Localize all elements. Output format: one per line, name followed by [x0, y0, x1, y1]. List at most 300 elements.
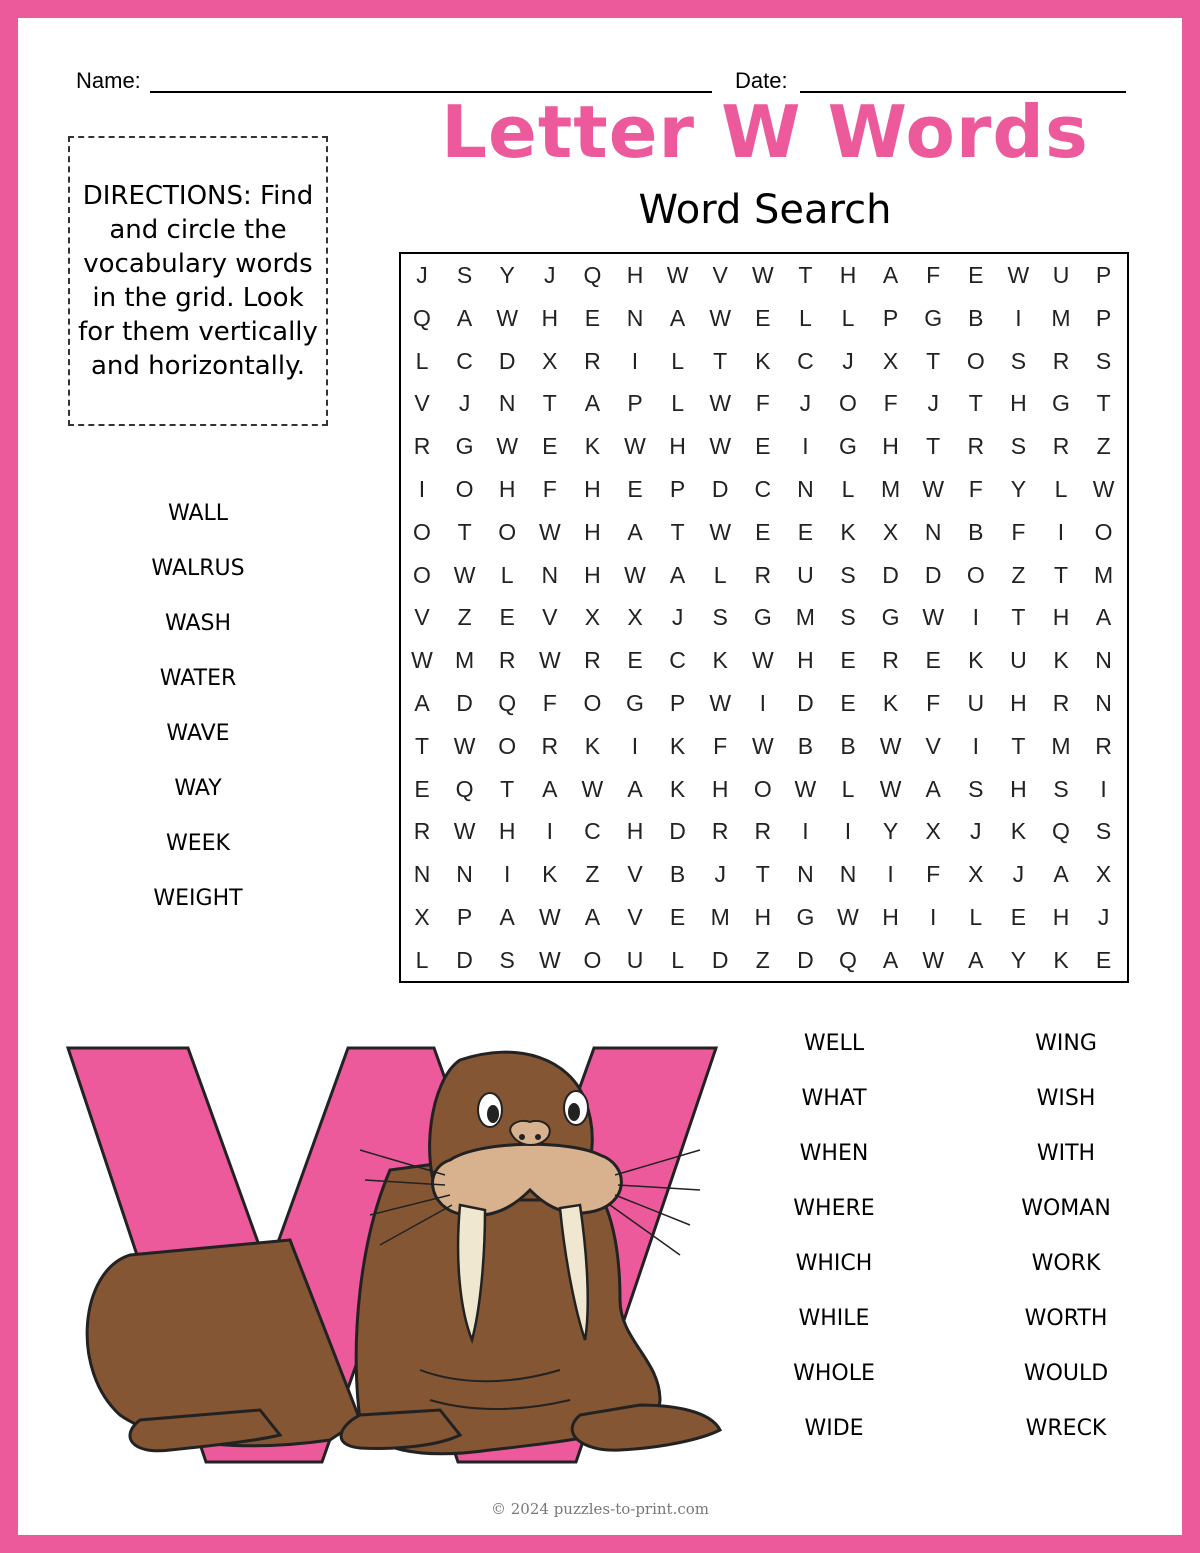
grid-cell[interactable]: E — [755, 433, 771, 460]
grid-cell[interactable]: W — [581, 775, 604, 802]
grid-cell[interactable]: E — [1095, 946, 1112, 973]
grid-cell[interactable]: U — [1010, 647, 1027, 674]
grid-cell[interactable]: N — [498, 390, 516, 417]
grid-cell[interactable]: I — [1015, 304, 1022, 331]
grid-cell[interactable]: H — [1010, 775, 1027, 802]
grid-cell[interactable]: F — [926, 861, 941, 888]
grid-cell[interactable]: Y — [882, 818, 899, 845]
grid-cell[interactable]: Z — [457, 604, 472, 631]
grid-cell[interactable]: H — [626, 262, 644, 288]
grid-cell[interactable]: F — [542, 476, 557, 502]
grid-cell[interactable]: F — [968, 476, 983, 502]
grid-cell[interactable]: W — [751, 732, 774, 759]
grid-cell[interactable]: R — [498, 647, 516, 674]
grid-cell[interactable]: D — [456, 946, 473, 973]
grid-cell[interactable]: A — [925, 775, 941, 802]
grid-cell[interactable]: H — [1052, 604, 1070, 631]
grid-cell[interactable]: L — [500, 561, 514, 588]
grid-cell[interactable]: N — [1095, 647, 1112, 674]
grid-cell[interactable]: N — [924, 518, 942, 545]
grid-cell[interactable]: Q — [1052, 818, 1070, 845]
grid-cell[interactable]: E — [542, 433, 558, 460]
page-title: Letter W Words — [441, 90, 1089, 174]
grid-cell[interactable]: C — [754, 476, 772, 502]
word-list-item: WIDE — [804, 1416, 864, 1441]
grid-cell[interactable]: W — [538, 518, 561, 545]
grid-cell[interactable]: H — [626, 818, 644, 845]
grid-cell[interactable]: N — [839, 861, 857, 888]
grid-cell[interactable]: X — [882, 518, 899, 545]
grid-cell[interactable]: W — [624, 561, 646, 588]
grid-cell[interactable]: F — [926, 262, 941, 288]
grid-cell[interactable]: W — [453, 561, 476, 588]
grid-cell[interactable]: L — [969, 904, 983, 930]
grid-cell[interactable]: K — [712, 647, 728, 674]
grid-cell[interactable]: U — [797, 561, 814, 588]
grid-cell[interactable]: M — [795, 604, 815, 631]
grid-cell[interactable]: W — [879, 775, 902, 802]
grid-cell[interactable]: L — [841, 476, 855, 502]
grid-cell[interactable]: T — [500, 775, 515, 802]
grid-cell[interactable]: P — [1095, 304, 1112, 331]
grid-cell[interactable]: I — [1057, 518, 1065, 545]
grid-cell[interactable]: H — [498, 818, 516, 845]
grid-cell[interactable]: T — [713, 347, 728, 374]
grid-cell[interactable]: I — [1100, 775, 1107, 802]
grid-cell[interactable]: L — [713, 561, 727, 588]
grid-cell[interactable]: K — [584, 433, 601, 460]
grid-cell[interactable]: J — [416, 262, 428, 288]
grid-cell[interactable]: F — [713, 732, 728, 759]
grid-cell[interactable]: A — [414, 690, 430, 716]
grid-cell[interactable]: J — [544, 262, 556, 288]
grid-cell[interactable]: J — [714, 861, 726, 888]
grid-cell[interactable]: E — [627, 647, 643, 674]
grid-cell[interactable]: R — [1052, 347, 1070, 374]
grid-cell[interactable]: S — [840, 604, 856, 631]
grid-cell[interactable]: A — [627, 518, 643, 545]
grid-cell[interactable]: D — [711, 946, 729, 973]
grid-cell[interactable]: N — [797, 861, 814, 888]
grid-cell[interactable]: W — [453, 818, 476, 845]
grid-cell[interactable]: L — [841, 775, 855, 802]
grid-cell[interactable]: M — [1051, 304, 1071, 331]
grid-cell[interactable]: K — [584, 732, 601, 759]
word-list-item: WASH — [164, 611, 232, 636]
grid-cell[interactable]: E — [627, 476, 643, 502]
grid-cell[interactable]: A — [968, 946, 984, 973]
grid-cell[interactable]: C — [797, 347, 814, 374]
grid-cell[interactable]: J — [671, 604, 684, 631]
grid-cell[interactable]: H — [797, 647, 814, 674]
grid-cell[interactable]: O — [498, 732, 517, 759]
grid-cell[interactable]: B — [840, 732, 856, 759]
grid-cell[interactable]: D — [711, 476, 729, 502]
grid-cell[interactable]: I — [844, 818, 852, 845]
grid-cell[interactable]: L — [415, 946, 429, 973]
grid-cell[interactable]: A — [456, 304, 473, 331]
grid-cell[interactable]: U — [1052, 262, 1070, 288]
grid-cell[interactable]: K — [669, 775, 686, 802]
grid-cell[interactable]: E — [499, 604, 515, 631]
word-list-item: WHICH — [795, 1251, 873, 1276]
grid-cell[interactable]: S — [840, 561, 856, 588]
grid-cell[interactable]: R — [754, 561, 772, 588]
grid-cell[interactable]: U — [626, 946, 644, 973]
grid-cell[interactable]: I — [802, 433, 809, 460]
grid-cell[interactable]: L — [671, 347, 684, 374]
grid-cell[interactable]: W — [709, 390, 732, 417]
grid-cell[interactable]: D — [797, 690, 814, 716]
grid-cell[interactable]: S — [456, 262, 473, 288]
grid-cell[interactable]: K — [1053, 647, 1069, 674]
grid-cell[interactable]: T — [542, 390, 557, 417]
grid-cell[interactable]: R — [1052, 433, 1070, 460]
grid-cell[interactable]: H — [541, 304, 559, 331]
grid-cell[interactable]: I — [972, 604, 979, 631]
grid-cell[interactable]: G — [839, 433, 857, 460]
grid-cell[interactable]: I — [418, 476, 426, 502]
grid-cell[interactable]: T — [1096, 390, 1111, 417]
grid-cell[interactable]: W — [794, 775, 817, 802]
grid-cell[interactable]: V — [414, 390, 430, 417]
grid-cell[interactable]: E — [1010, 904, 1027, 930]
grid-cell[interactable]: J — [927, 390, 939, 417]
grid-cell[interactable]: W — [922, 946, 945, 973]
grid-cell[interactable]: I — [929, 904, 937, 930]
grid-cell[interactable]: L — [415, 347, 429, 374]
grid-cell[interactable]: I — [972, 732, 979, 759]
grid-cell[interactable]: E — [669, 904, 686, 930]
grid-cell[interactable]: F — [883, 390, 898, 417]
grid-cell[interactable]: S — [1095, 818, 1112, 845]
grid-cell[interactable]: H — [669, 433, 686, 460]
grid-cell[interactable]: R — [584, 647, 601, 674]
grid-cell[interactable]: R — [413, 818, 431, 845]
grid-cell[interactable]: S — [712, 604, 728, 631]
grid-cell[interactable]: O — [1094, 518, 1113, 545]
grid-cell[interactable]: I — [802, 818, 809, 845]
grid-cell[interactable]: H — [839, 262, 857, 288]
grid-cell[interactable]: L — [798, 304, 812, 331]
grid-cell[interactable]: E — [968, 262, 984, 288]
grid-cell[interactable]: A — [584, 904, 601, 930]
grid-cell[interactable]: K — [669, 732, 686, 759]
grid-cell[interactable]: D — [456, 690, 473, 716]
grid-cell[interactable]: L — [841, 304, 855, 331]
grid-cell[interactable]: P — [1095, 262, 1112, 288]
grid-cell[interactable]: M — [881, 476, 901, 502]
grid-cell[interactable]: G — [796, 904, 815, 930]
grid-cell[interactable]: H — [882, 904, 899, 930]
grid-cell[interactable]: O — [455, 476, 474, 502]
grid-cell[interactable]: H — [754, 904, 772, 930]
grid-cell[interactable]: N — [413, 861, 431, 888]
grid-cell[interactable]: S — [968, 775, 984, 802]
grid-cell[interactable]: O — [966, 347, 985, 374]
grid-cell[interactable]: E — [414, 775, 430, 802]
grid-cell[interactable]: A — [882, 262, 899, 288]
grid-cell[interactable]: T — [1011, 604, 1026, 631]
grid-cell[interactable]: H — [711, 775, 729, 802]
grid-cell[interactable]: A — [627, 775, 643, 802]
word-list-item: WRECK — [1025, 1416, 1107, 1441]
grid-cell[interactable]: O — [583, 690, 602, 716]
grid-cell[interactable]: J — [458, 390, 471, 417]
grid-cell[interactable]: O — [413, 561, 431, 588]
grid-cell[interactable]: G — [626, 690, 644, 716]
grid-cell[interactable]: M — [710, 904, 730, 930]
grid-cell[interactable]: N — [456, 861, 473, 888]
grid-cell[interactable]: T — [798, 262, 813, 288]
grid-cell[interactable]: N — [797, 476, 814, 502]
grid-cell[interactable]: R — [967, 433, 985, 460]
grid-cell[interactable]: Y — [1010, 476, 1027, 502]
grid-cell[interactable]: W — [411, 647, 433, 674]
grid-cell[interactable]: W — [666, 262, 689, 288]
grid-cell[interactable]: X — [584, 604, 601, 631]
grid-cell[interactable]: T — [670, 518, 685, 545]
grid-cell[interactable]: S — [1053, 775, 1069, 802]
grid-cell[interactable]: E — [584, 304, 601, 331]
grid-cell[interactable]: J — [799, 390, 812, 417]
grid-cell[interactable]: Q — [498, 690, 517, 716]
grid-cell[interactable]: O — [966, 561, 985, 588]
letter-w-walrus-illustration — [60, 1040, 740, 1480]
grid-cell[interactable]: H — [1010, 690, 1027, 716]
grid-cell[interactable]: X — [882, 347, 899, 374]
grid-cell[interactable]: W — [709, 690, 732, 716]
grid-cell[interactable]: K — [882, 690, 899, 716]
grid-cell[interactable]: J — [1012, 861, 1025, 888]
grid-cell[interactable]: R — [882, 647, 899, 674]
grid-cell[interactable]: K — [1053, 946, 1069, 973]
grid-cell[interactable]: D — [498, 347, 516, 374]
grid-cell[interactable]: B — [968, 518, 984, 545]
grid-cell[interactable]: W — [496, 304, 519, 331]
grid-cell[interactable]: K — [542, 861, 558, 888]
grid-cell[interactable]: A — [542, 775, 558, 802]
grid-cell[interactable]: X — [1095, 861, 1112, 888]
grid-cell[interactable]: M — [1094, 561, 1114, 588]
grid-cell[interactable]: P — [669, 476, 686, 502]
grid-cell[interactable]: V — [542, 604, 558, 631]
grid-cell[interactable]: O — [583, 946, 602, 973]
grid-cell[interactable]: O — [498, 518, 517, 545]
grid-cell[interactable]: Q — [839, 946, 857, 973]
grid-cell[interactable]: N — [541, 561, 559, 588]
grid-cell[interactable]: O — [413, 518, 431, 545]
grid-cell[interactable]: G — [1052, 390, 1070, 417]
grid-cell[interactable]: M — [455, 647, 475, 674]
grid-cell[interactable]: X — [968, 861, 984, 888]
grid-cell[interactable]: A — [669, 561, 686, 588]
grid-cell[interactable]: L — [671, 390, 684, 417]
grid-cell[interactable]: S — [499, 946, 515, 973]
grid-cell[interactable]: S — [1010, 347, 1027, 374]
grid-cell[interactable]: A — [669, 304, 686, 331]
grid-cell[interactable]: A — [499, 904, 515, 930]
grid-cell[interactable]: V — [414, 604, 430, 631]
grid-cell[interactable]: W — [709, 518, 732, 545]
grid-cell[interactable]: E — [840, 647, 856, 674]
grid-cell[interactable]: S — [1010, 433, 1027, 460]
grid-cell[interactable]: X — [414, 904, 430, 930]
grid-cell[interactable]: Y — [499, 262, 515, 288]
grid-cell[interactable]: N — [626, 304, 644, 331]
grid-cell[interactable]: R — [754, 818, 772, 845]
grid-cell[interactable]: O — [839, 390, 857, 417]
grid-cell[interactable]: H — [882, 433, 899, 460]
grid-cell[interactable]: D — [882, 561, 899, 588]
grid-cell[interactable]: A — [1095, 604, 1112, 631]
grid-cell[interactable]: V — [627, 904, 643, 930]
grid-cell[interactable]: A — [882, 946, 899, 973]
grid-cell[interactable]: M — [1051, 732, 1071, 759]
grid-cell[interactable]: G — [924, 304, 943, 331]
grid-cell[interactable]: B — [968, 304, 984, 331]
grid-cell[interactable]: H — [584, 476, 601, 502]
grid-cell[interactable]: F — [755, 390, 770, 417]
grid-cell[interactable]: O — [753, 775, 772, 802]
grid-cell[interactable]: W — [624, 433, 646, 460]
grid-cell[interactable]: W — [709, 304, 732, 331]
grid-cell[interactable]: V — [925, 732, 941, 759]
grid-cell[interactable]: U — [967, 690, 985, 716]
grid-cell[interactable]: V — [627, 861, 643, 888]
grid-cell[interactable]: H — [584, 518, 601, 545]
grid-cell[interactable]: H — [584, 561, 601, 588]
grid-cell[interactable]: I — [759, 690, 766, 716]
grid-cell[interactable]: W — [751, 647, 774, 674]
grid-cell[interactable]: Q — [583, 262, 602, 288]
grid-cell[interactable]: P — [882, 304, 899, 331]
grid-cell[interactable]: L — [1054, 476, 1068, 502]
grid-cell[interactable]: W — [453, 732, 476, 759]
grid-cell[interactable]: I — [503, 861, 511, 888]
grid-cell[interactable]: W — [837, 904, 859, 930]
grid-cell[interactable]: R — [584, 347, 601, 374]
grid-cell[interactable]: G — [455, 433, 474, 460]
grid-cell[interactable]: E — [755, 304, 771, 331]
grid-cell[interactable]: R — [541, 732, 559, 759]
grid-cell[interactable]: J — [1097, 904, 1110, 930]
grid-cell[interactable]: T — [926, 347, 941, 374]
grid-cell[interactable]: R — [711, 818, 729, 845]
grid-cell[interactable]: E — [925, 647, 941, 674]
grid-cell[interactable]: L — [671, 946, 684, 973]
grid-cell[interactable]: X — [627, 604, 643, 631]
grid-cell[interactable]: J — [970, 818, 982, 845]
grid-cell[interactable]: D — [669, 818, 686, 845]
grid-cell[interactable]: F — [1011, 518, 1026, 545]
grid-cell[interactable]: I — [631, 732, 639, 759]
grid-cell[interactable]: W — [1092, 476, 1115, 502]
grid-cell[interactable]: Z — [1096, 433, 1111, 460]
grid-cell[interactable]: Z — [1011, 561, 1026, 588]
grid-cell[interactable]: P — [627, 390, 643, 417]
grid-cell[interactable]: K — [1010, 818, 1027, 845]
grid-cell[interactable]: E — [797, 518, 814, 545]
grid-cell[interactable]: D — [924, 561, 942, 588]
grid-cell[interactable]: T — [926, 433, 941, 460]
grid-cell[interactable]: T — [457, 518, 472, 545]
grid-cell[interactable]: E — [755, 518, 771, 545]
grid-cell[interactable]: Q — [413, 304, 431, 331]
grid-cell[interactable]: K — [840, 518, 856, 545]
grid-cell[interactable]: N — [1095, 690, 1112, 716]
grid-cell[interactable]: W — [538, 946, 561, 973]
grid-cell[interactable]: P — [456, 904, 473, 930]
grid-cell[interactable]: T — [1011, 732, 1026, 759]
grid-cell[interactable]: K — [755, 347, 771, 374]
grid-cell[interactable]: J — [842, 347, 854, 374]
grid-cell[interactable]: W — [538, 647, 561, 674]
grid-cell[interactable]: X — [542, 347, 558, 374]
grid-cell[interactable]: H — [1052, 904, 1070, 930]
grid-cell[interactable]: W — [751, 262, 774, 288]
word-search-grid[interactable] — [399, 252, 1129, 983]
grid-cell[interactable]: R — [1052, 690, 1070, 716]
grid-cell[interactable]: R — [1095, 732, 1112, 759]
grid-cell[interactable]: S — [1095, 347, 1112, 374]
grid-cell[interactable]: V — [712, 262, 728, 288]
grid-cell[interactable]: W — [922, 604, 945, 631]
grid-cell[interactable]: H — [498, 476, 516, 502]
grid-cell[interactable]: I — [631, 347, 639, 374]
word-list-item: WALRUS — [151, 556, 245, 581]
grid-cell[interactable]: A — [1053, 861, 1069, 888]
grid-cell[interactable]: B — [797, 732, 814, 759]
grid-cell[interactable]: G — [881, 604, 900, 631]
grid-cell[interactable]: T — [1053, 561, 1069, 588]
word-list-item: WHERE — [793, 1196, 875, 1221]
grid-cell[interactable]: W — [709, 433, 732, 460]
name-label: Name: — [76, 68, 141, 93]
grid-cell[interactable]: E — [840, 690, 856, 716]
grid-cell[interactable]: R — [413, 433, 431, 460]
grid-cell[interactable]: X — [925, 818, 941, 845]
grid-cell[interactable]: W — [496, 433, 519, 460]
grid-cell[interactable]: K — [968, 647, 984, 674]
grid-cell[interactable]: F — [542, 690, 557, 716]
grid-cell[interactable]: I — [546, 818, 553, 845]
grid-cell[interactable]: W — [879, 732, 902, 759]
grid-cell[interactable]: F — [926, 690, 941, 716]
grid-cell[interactable]: P — [669, 690, 686, 716]
grid-cell[interactable]: T — [755, 861, 770, 888]
grid-cell[interactable]: T — [414, 732, 430, 759]
grid-cell[interactable]: W — [922, 476, 945, 502]
word-list-item: WHEN — [799, 1141, 869, 1166]
grid-cell[interactable]: C — [584, 818, 601, 845]
grid-cell[interactable]: G — [753, 604, 772, 631]
grid-cell[interactable]: I — [887, 861, 894, 888]
grid-cell[interactable]: T — [968, 390, 983, 417]
grid-cell[interactable]: Y — [1010, 946, 1027, 973]
grid-cell[interactable]: Z — [585, 861, 600, 888]
grid-cell[interactable]: C — [456, 347, 473, 374]
grid-cell[interactable]: Q — [455, 775, 474, 802]
grid-cell[interactable]: Z — [755, 946, 770, 973]
grid-cell[interactable]: D — [797, 946, 814, 973]
grid-cell[interactable]: C — [669, 647, 686, 674]
grid-cell[interactable]: W — [538, 904, 561, 930]
grid-cell[interactable]: B — [669, 861, 686, 888]
grid-cell[interactable]: A — [584, 390, 601, 417]
grid-cell[interactable]: H — [1010, 390, 1027, 417]
grid-cell[interactable]: W — [1007, 262, 1030, 288]
